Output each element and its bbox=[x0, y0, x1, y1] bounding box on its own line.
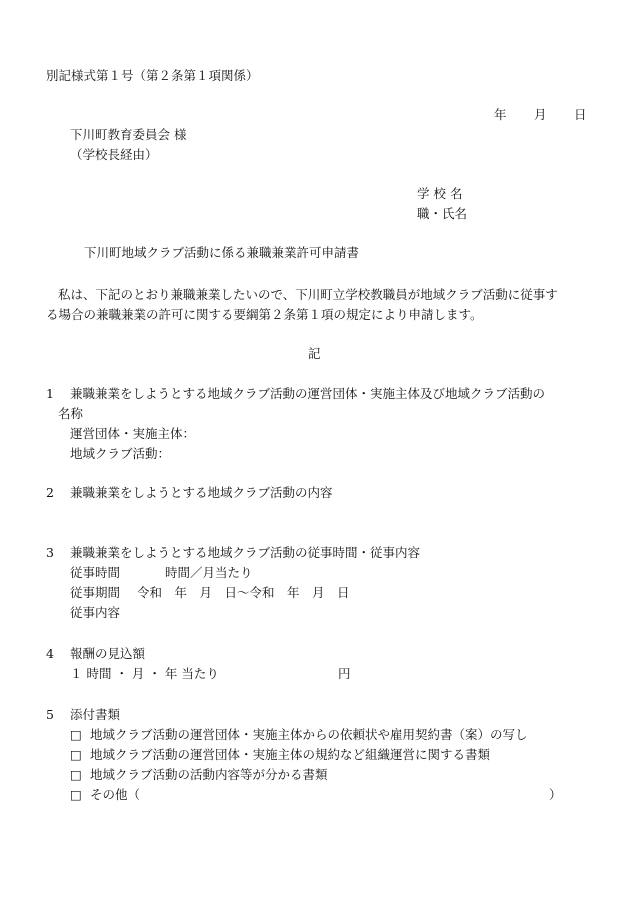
section-heading-cont: 名称 bbox=[58, 406, 84, 421]
work-time-unit: 時間／月当たり bbox=[165, 565, 253, 580]
other-close-paren: ） bbox=[549, 787, 562, 802]
org-field-label: 運営団体・実施主体： bbox=[70, 426, 196, 441]
ki-heading: 記 bbox=[308, 346, 321, 361]
section-heading: 報酬の見込額 bbox=[70, 646, 146, 661]
attachment-checkbox[interactable]: □ bbox=[70, 727, 82, 742]
section-heading: 兼職兼業をしようとする地域クラブ活動の従事時間・従事内容 bbox=[70, 545, 421, 560]
section-number: 1 bbox=[46, 386, 54, 401]
attachment-item bbox=[70, 729, 528, 742]
section-number: 2 bbox=[46, 485, 54, 500]
date-month: 月 bbox=[534, 107, 547, 122]
section-heading: 添付書類 bbox=[70, 707, 121, 722]
applicant-school: 学 校 名 bbox=[417, 186, 463, 201]
intro-line: 私は、下記のとおり兼職兼業したいので、下川町立学校教職員が地域クラブ活動に従事す bbox=[58, 287, 558, 302]
attachment-label: 地域クラブ活動の活動内容等が分かる書類 bbox=[90, 767, 328, 782]
attachment-checkbox[interactable]: □ bbox=[70, 747, 82, 762]
section-number: 4 bbox=[46, 646, 54, 661]
document-title: 下川町地域クラブ活動に係る兼職兼業許可申請書 bbox=[84, 245, 360, 260]
attachment-checkbox[interactable]: □ bbox=[70, 787, 82, 802]
attachment-checkbox[interactable]: □ bbox=[70, 767, 82, 782]
section-heading: 兼職兼業をしようとする地域クラブ活動の運営団体・実施主体及び地域クラブ活動の bbox=[70, 386, 546, 401]
compensation-rate: １ 時間 ・ 月 ・ 年 当たり bbox=[70, 666, 219, 681]
work-period-value: 令和 年 月 日～令和 年 月 日 bbox=[137, 585, 350, 600]
work-content-label: 従事内容 bbox=[70, 605, 121, 620]
section-number: 5 bbox=[46, 707, 54, 722]
yen-unit: 円 bbox=[338, 666, 351, 681]
work-time-label: 従事時間 bbox=[70, 565, 121, 580]
intro-line: る場合の兼職兼業の許可に関する要綱第２条第１項の規定により申請します。 bbox=[46, 307, 483, 322]
club-field-label: 地域クラブ活動： bbox=[70, 446, 171, 461]
attachment-label: 地域クラブ活動の運営団体・実施主体からの依頼状や雇用契約書（案）の写し bbox=[90, 727, 528, 742]
addressee: 下川町教育委員会 様 bbox=[70, 127, 187, 142]
date-year: 年 bbox=[494, 107, 507, 122]
date-day: 日 bbox=[574, 107, 587, 122]
attachment-label: その他（ bbox=[90, 787, 141, 802]
section-number: 3 bbox=[46, 545, 54, 560]
attachment-item bbox=[70, 769, 328, 782]
section-heading: 兼職兼業をしようとする地域クラブ活動の内容 bbox=[70, 485, 333, 500]
attachment-item bbox=[70, 749, 490, 762]
attachment-label: 地域クラブ活動の運営団体・実施主体の規約など組織運営に関する書類 bbox=[90, 747, 491, 762]
attachment-item bbox=[70, 789, 140, 802]
via-principal: （学校長経由） bbox=[70, 147, 158, 162]
form-number: 別記様式第１号（第２条第１項関係） bbox=[46, 68, 259, 83]
work-period-label: 従事期間 bbox=[70, 585, 121, 600]
applicant-position-name: 職・氏名 bbox=[417, 206, 468, 221]
